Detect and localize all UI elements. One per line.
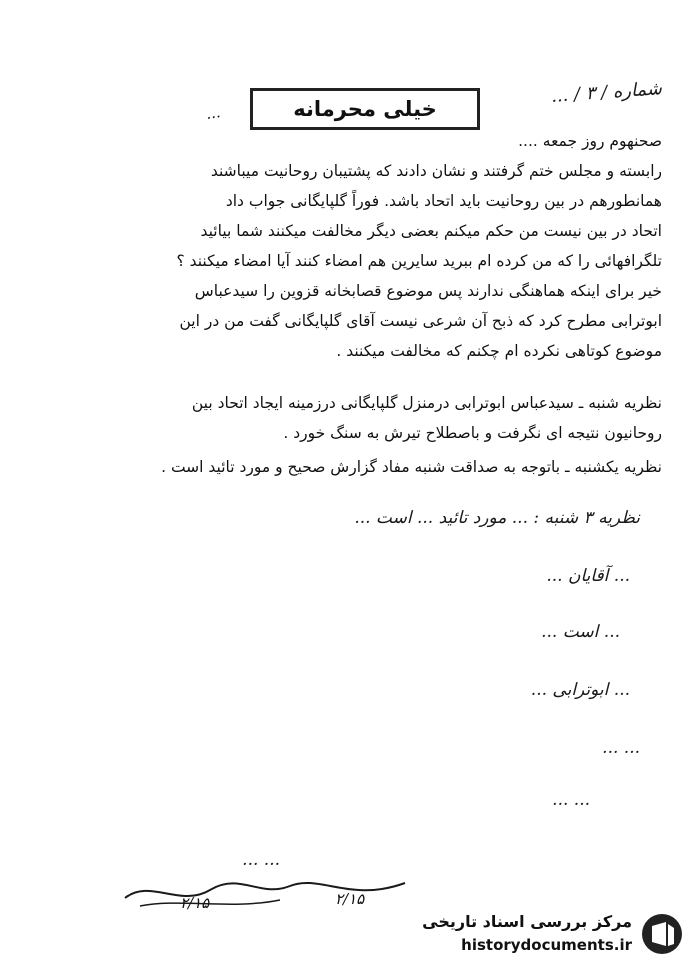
- handwritten-line: ... ...: [602, 738, 640, 758]
- typed-line: نظریه شنبه ـ سیدعباس ابوترابی درمنزل گلپایگانی درزمینه ایجاد اتحاد بین: [191, 394, 662, 412]
- archive-logo-icon: [640, 912, 684, 956]
- typed-line: موضوع کوتاهی نکرده ام چکنم که مخالفت میکنند .: [336, 342, 662, 360]
- handwritten-line: ... ...: [552, 790, 590, 810]
- typed-line: اتحاد در بین نیست من حکم میکنم بعضی دیگر مخالفت میکنند شما بیائید: [200, 222, 662, 240]
- typed-line: رابسته و مجلس ختم گرفتند و نشان دادند که پشتیبان روحانیت میباشند: [210, 162, 662, 180]
- typed-line: تلگرافهائی را که من کرده ام ببرید سایرین هم امضاء کنند آیا امضاء میکنند ؟: [176, 252, 662, 270]
- signature-block: [120, 868, 410, 918]
- archive-watermark: [384, 908, 684, 963]
- stamp-text: خیلی محرمانه: [293, 97, 437, 121]
- handwritten-line: ... آقایان ...: [546, 566, 630, 586]
- signature-date: ۲/۱۵: [335, 890, 365, 908]
- handwritten-line: ... ابوترابی ...: [530, 680, 630, 700]
- handwritten-line: ... ...: [242, 850, 280, 870]
- archive-url: historydocuments.ir: [461, 936, 632, 954]
- typed-line: خیر برای اینکه هماهنگی ندارند پس موضوع قصابخانه قزوین را سیدعباس: [194, 282, 662, 300]
- handwritten-line: نظریه ۳ شنبه : ... مورد تائید ... است ...: [354, 508, 640, 528]
- confidential-stamp: [250, 88, 480, 130]
- handwritten-note-top-left: ...: [204, 103, 222, 123]
- typed-line: نظریه یکشنبه ـ باتوجه به صداقت شنبه مفاد گزارش صحیح و مورد تائید است .: [161, 458, 662, 476]
- typed-line: همانطورهم در بین روحانیت باید اتحاد باشد. فوراً گلپایگانی جواب داد: [225, 192, 662, 210]
- typed-line: ابوترابی مطرح کرد که ذبح آن شرعی نیست آقای گلپایگانی گفت من در این: [179, 312, 662, 330]
- typed-line: روحانیون نتیجه ای نگرفت و باصطلاح تیرش به سنگ خورد .: [283, 424, 662, 442]
- archive-title: مرکز بررسی اسناد تاریخی: [422, 912, 632, 931]
- signature-scribble: [120, 868, 410, 918]
- signature-date: ۲/۱۵: [180, 894, 210, 912]
- handwritten-line: ... است ...: [541, 622, 620, 642]
- typed-line: صحنهوم روز جمعه ....: [518, 132, 662, 150]
- handwritten-reference-number: شماره / ۳ / ...: [550, 78, 663, 107]
